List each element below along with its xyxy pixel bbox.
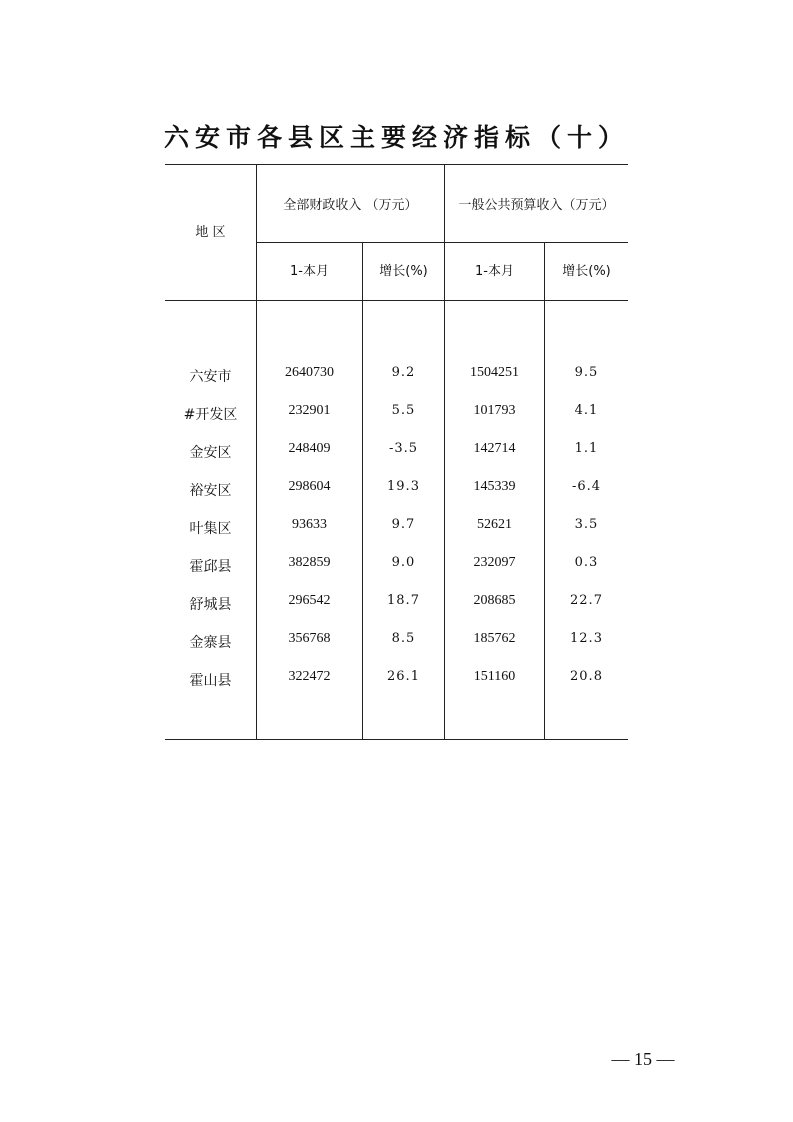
row-region-label: 霍邱县 (189, 559, 232, 575)
row-region-label: #开发区 (183, 407, 238, 423)
row-region-label: 金安区 (189, 445, 232, 461)
budget-growth-cell: 0.3 (574, 555, 599, 570)
budget-revenue-cell: 142714 (473, 441, 516, 456)
total-revenue-cell: 2640730 (285, 365, 334, 380)
total-revenue-group-header: 全部财政收入 （万元） (283, 198, 418, 213)
page-title: 六安市各县区主要经济指标（十） (163, 123, 629, 152)
total-growth-cell: 8.5 (391, 631, 416, 646)
total-revenue-cell: 322472 (288, 669, 331, 684)
budget-growth-cell: 22.7 (570, 593, 603, 608)
page-number: — 15 — (611, 1049, 675, 1069)
total-growth-subheader: 增长(%) (379, 264, 428, 279)
total-growth-cell: -3.5 (388, 441, 419, 456)
budget-growth-cell: 3.5 (574, 517, 599, 532)
budget-revenue-group-header: 一般公共预算收入（万元） (458, 198, 615, 213)
total-growth-cell: 26.1 (387, 669, 420, 684)
row-region-label: 金寨县 (189, 635, 232, 651)
total-growth-cell: 9.0 (391, 555, 416, 570)
budget-revenue-cell: 151160 (473, 669, 516, 684)
budget-growth-cell: 20.8 (570, 669, 603, 684)
budget-growth-subheader: 增长(%) (562, 264, 611, 279)
region-column-header: 地 区 (195, 225, 226, 240)
row-region-label: 裕安区 (189, 483, 232, 499)
total-revenue-cell: 298604 (288, 479, 331, 494)
total-ytd-subheader: 1-本月 (290, 264, 329, 279)
total-growth-cell: 5.5 (391, 403, 416, 418)
budget-revenue-cell: 101793 (473, 403, 516, 418)
budget-ytd-subheader: 1-本月 (475, 264, 514, 279)
budget-growth-cell: 9.5 (574, 365, 599, 380)
budget-revenue-cell: 52621 (477, 517, 512, 532)
budget-growth-cell: 4.1 (574, 403, 599, 418)
row-region-label: 霍山县 (189, 673, 232, 689)
budget-revenue-cell: 185762 (473, 631, 516, 646)
economic-indicators-table (165, 164, 628, 740)
total-growth-cell: 9.2 (391, 365, 416, 380)
total-growth-cell: 19.3 (387, 479, 420, 494)
total-revenue-cell: 356768 (288, 631, 331, 646)
row-region-label: 舒城县 (189, 597, 232, 613)
total-revenue-cell: 232901 (288, 403, 331, 418)
budget-growth-cell: 12.3 (570, 631, 603, 646)
total-revenue-cell: 93633 (292, 517, 327, 532)
budget-growth-cell: -6.4 (571, 479, 602, 494)
total-revenue-cell: 248409 (288, 441, 331, 456)
row-region-label: 六安市 (189, 369, 232, 385)
total-growth-cell: 9.7 (391, 517, 416, 532)
budget-revenue-cell: 1504251 (470, 365, 519, 380)
budget-revenue-cell: 232097 (473, 555, 516, 570)
budget-growth-cell: 1.1 (574, 441, 599, 456)
row-region-label: 叶集区 (189, 521, 232, 537)
total-revenue-cell: 296542 (288, 593, 331, 608)
budget-revenue-cell: 208685 (473, 593, 516, 608)
total-revenue-cell: 382859 (288, 555, 331, 570)
budget-revenue-cell: 145339 (473, 479, 516, 494)
total-growth-cell: 18.7 (387, 593, 420, 608)
